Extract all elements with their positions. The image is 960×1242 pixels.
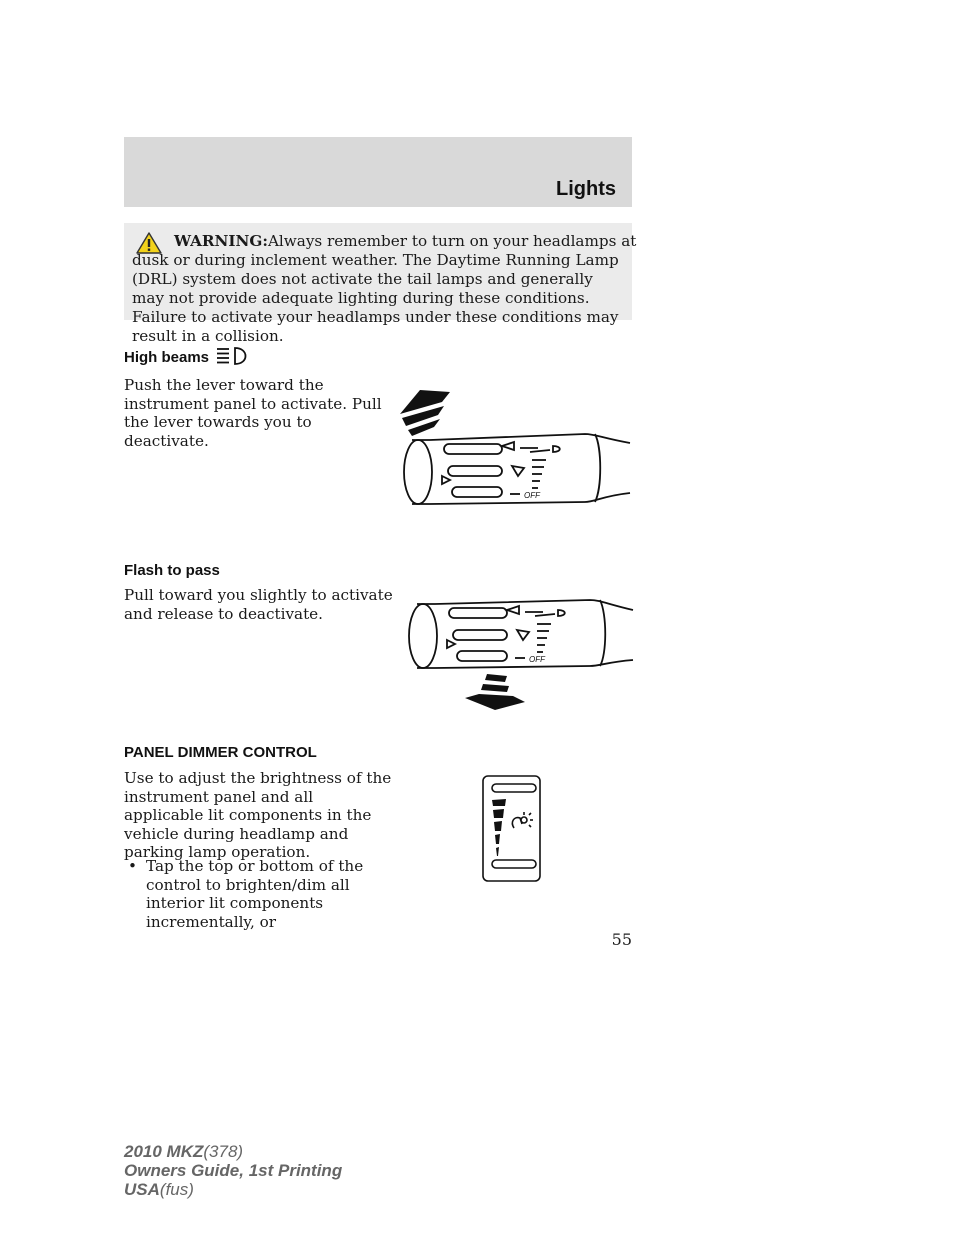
flash-to-pass-heading: Flash to pass (124, 562, 220, 579)
warning-line1-text: Always remember to turn on your headlamps at (267, 232, 637, 250)
off-label: OFF (524, 491, 540, 500)
high-beams-heading-text: High beams (124, 349, 210, 366)
high-beams-heading (124, 349, 209, 366)
warning-first-line (174, 232, 637, 251)
footer-model-code: (378) (203, 1142, 244, 1161)
footer-region-code: (fus) (159, 1180, 194, 1199)
high-beam-lever-illustration (390, 388, 635, 518)
panel-dimmer-heading: PANEL DIMMER CONTROL (124, 744, 317, 761)
pull-arrow-icon (465, 674, 525, 710)
warning-box (124, 223, 637, 345)
panel-dimmer-control-illustration (480, 774, 544, 884)
footer-region: USA (124, 1180, 160, 1199)
panel-dimmer-bullet (124, 857, 394, 931)
warning-text: dusk or during inclement weather. The Daytime Running Lamp (DRL) system does not activate the tail lamps and generally may not provide adequate lighting during these conditions. Failure to activate your headlamps under these conditions may result in a collision. (132, 251, 619, 345)
high-beams-text: Push the lever toward the instrument panel to activate. Pull the lever towards you to deactivate. (124, 376, 382, 450)
panel-dimmer-text: Use to adjust the brightness of the instrument panel and all applicable lit components in the vehicle during headlamp and parking lamp operation. (124, 769, 392, 861)
section-title: Lights (556, 178, 616, 200)
push-arrow-icon (400, 390, 450, 436)
page-number: 55 (611, 930, 632, 949)
section-header (124, 137, 632, 207)
flash-to-pass-text: Pull toward you slightly to activate and release to deactivate. (124, 586, 393, 623)
bullet-text: Tap the top or bottom of the control to brighten/dim all interior lit components incrementally, or (146, 857, 364, 931)
footer-model: 2010 MKZ (124, 1142, 204, 1161)
warning-label: WARNING: (174, 232, 268, 250)
footer-guide: Owners Guide, 1st Printing (124, 1161, 343, 1180)
bullet-symbol: • (128, 857, 137, 875)
high-beam-icon (216, 346, 250, 366)
off-label: OFF (529, 655, 545, 664)
document-footer (124, 1142, 342, 1199)
flash-to-pass-lever-illustration (395, 598, 640, 713)
